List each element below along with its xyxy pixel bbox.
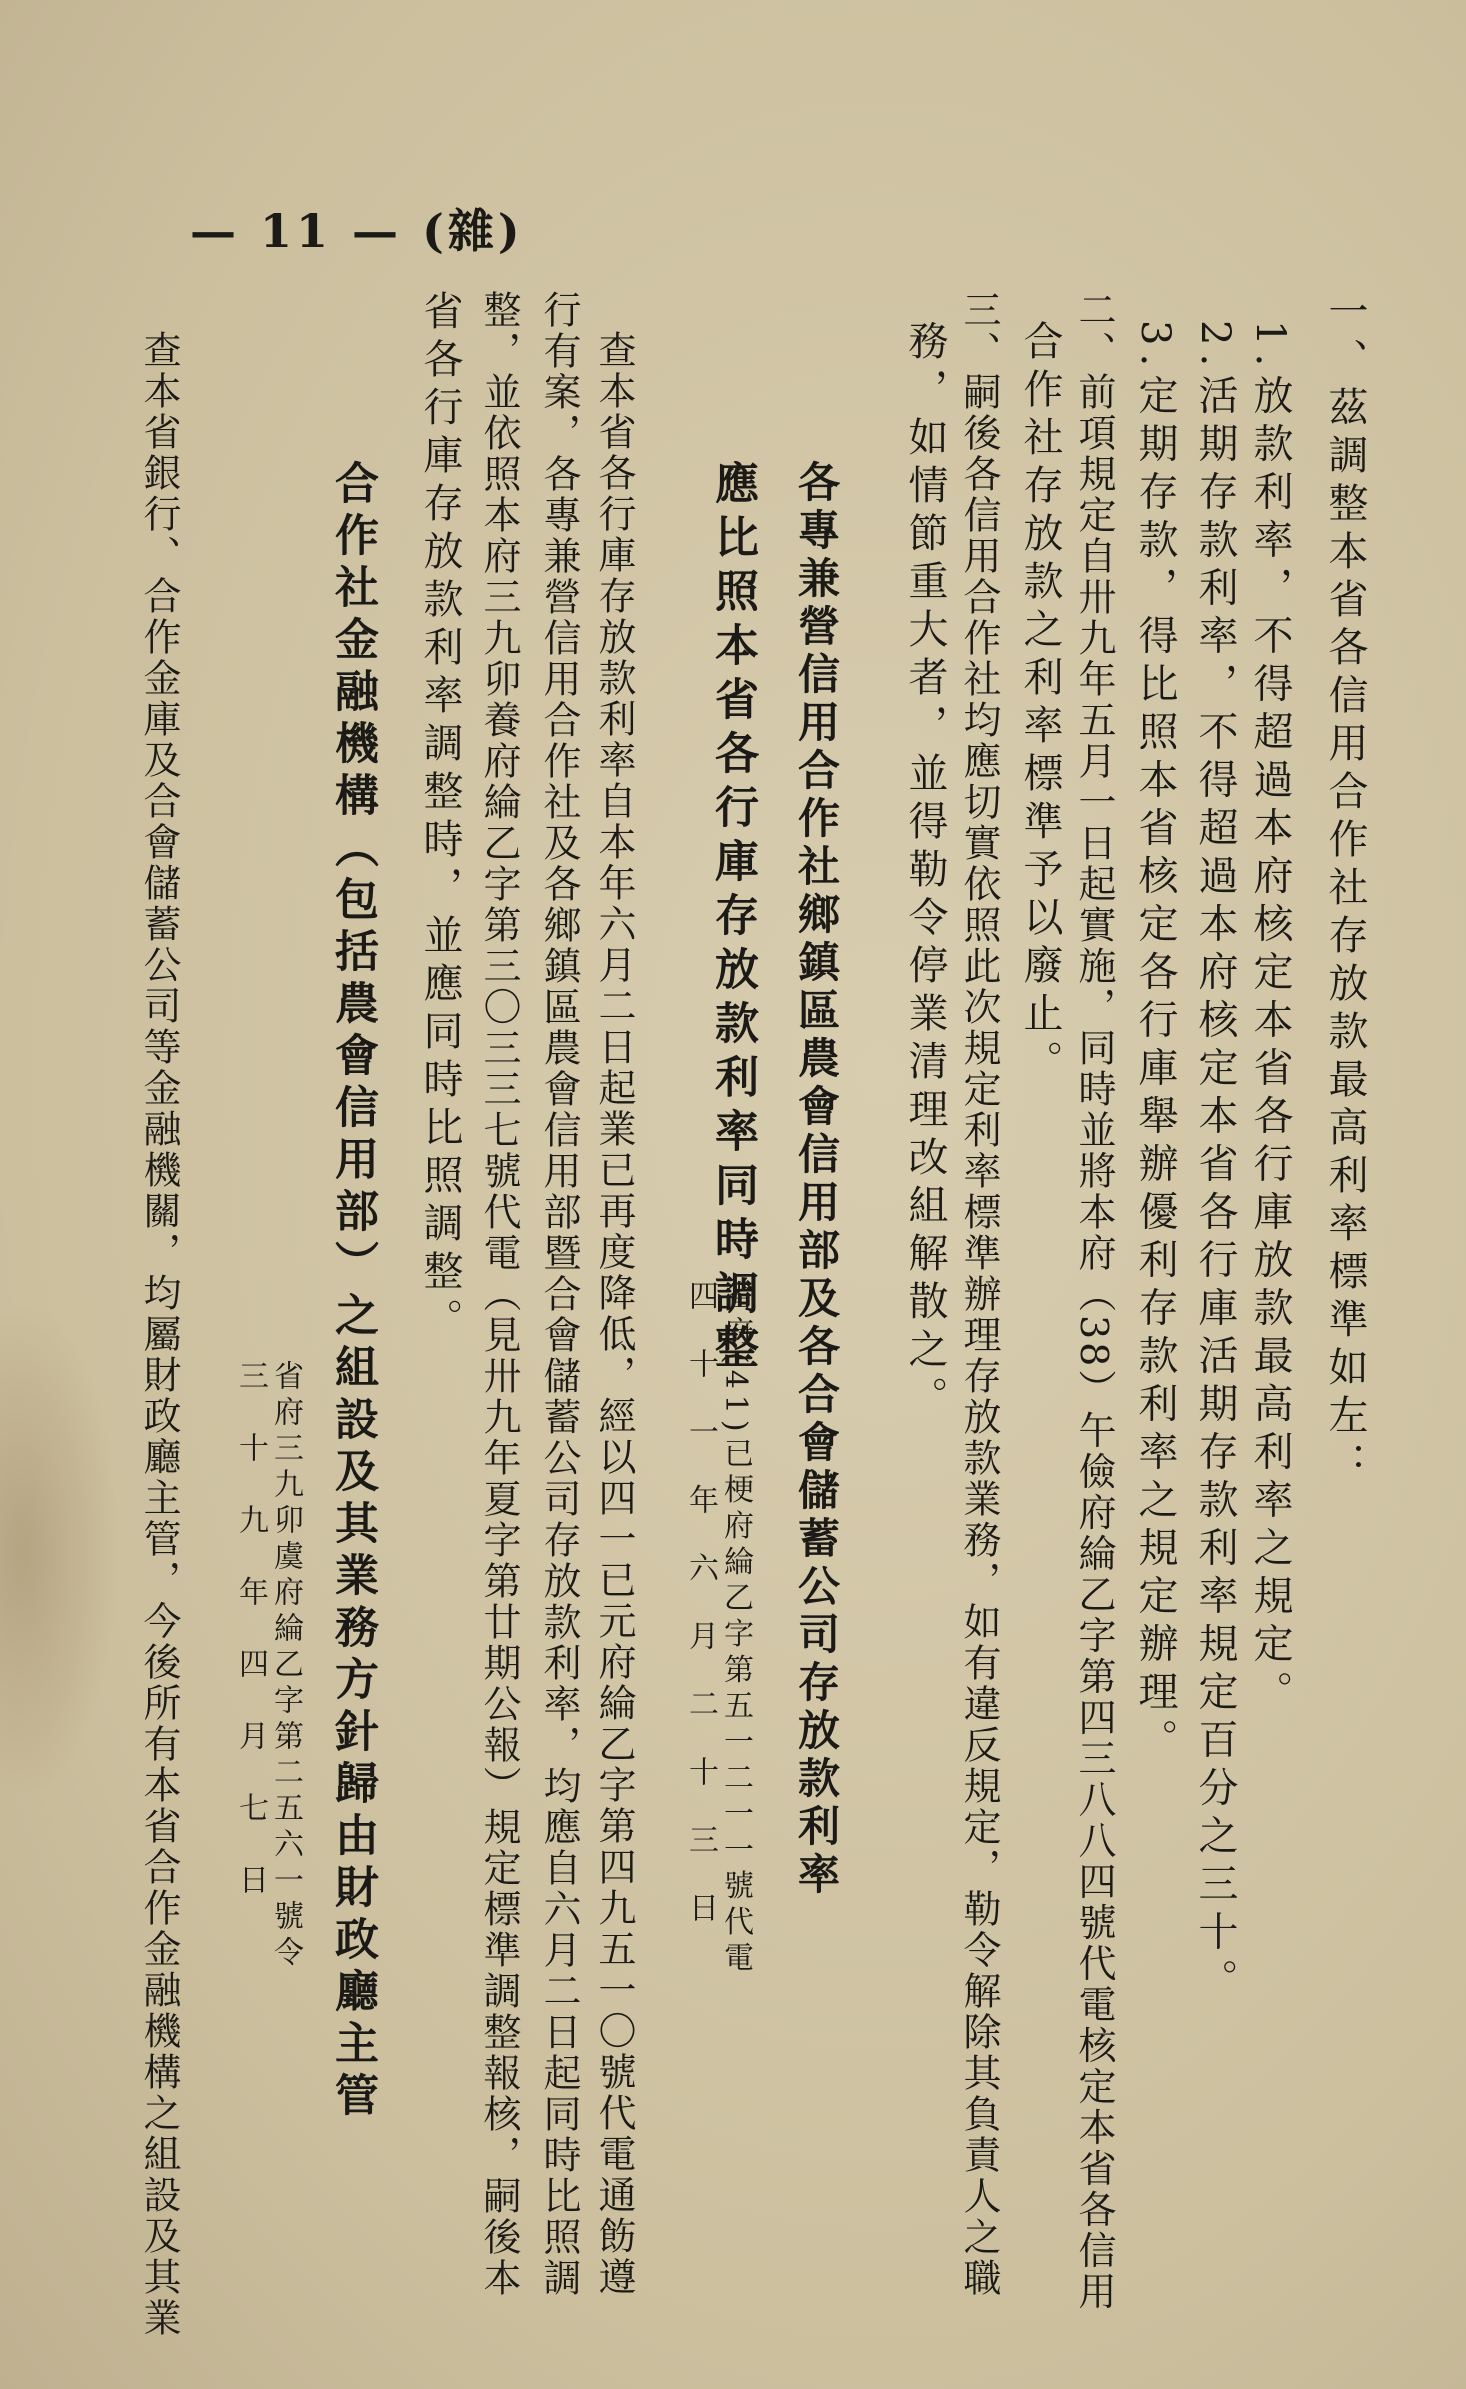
s1-line-4: 3.定期存款，得比照本省核定各行庫舉辦優利存款利率之規定辦理。 <box>1132 320 1178 1767</box>
section-category: (雜) <box>422 204 524 258</box>
s3-reference-2: 三 十 九 年 四 月 七 日 <box>233 1360 268 1900</box>
s2-body-line-4: 省各行庫存放款利率調整時，並應同時比照調整。 <box>417 290 463 1346</box>
s1-line-5: 二、前項規定自卅九年五月一日起實施，同時並將本府（38）午儉府綸乙字第四三八八四號代電核定本省各信用 <box>1072 290 1116 2313</box>
paper-stain <box>0 1300 120 1800</box>
s3-reference-1: 省府三九卯虞府綸乙字第二五六一號令 <box>268 1360 303 1972</box>
s1-line-7: 三、嗣後各信用合作社均應切實依照此次規定利率標準辦理存放款業務，如有違反規定，勒令解除其負責人之職 <box>957 290 1001 2299</box>
s1-line-1: 一、茲調整本省各信用合作社存放款最高利率標準如左： <box>1322 290 1368 1490</box>
s1-line-8: 務，如情節重大者，並得勒令停業清理改組解散之。 <box>902 320 948 1424</box>
page-header <box>190 195 524 261</box>
s2-body-line-2: 行有案，各專兼營信用合作社及各鄉鎮區農會信用部暨合會儲蓄公司存放款利率，均應自六月二日起同時比照調 <box>537 290 581 2299</box>
s2-title-line-2: 應比照本省各行庫存放款利率同時調整 <box>707 460 758 1378</box>
s2-body-line-1: 查本省各行庫存放款利率自本年六月二日起業已再度降低，經以四一已元府綸乙字第四九五一〇號代電通飭遵 <box>592 330 636 2298</box>
s2-reference-1: 省府(41)已梗府綸乙字第五一二一一號代電 <box>718 1280 753 1978</box>
s1-line-6: 合作社存放款之利率標準予以廢止。 <box>1017 320 1063 1088</box>
s2-reference-2: 四 十 一 年 六 月 二 十 三 日 <box>683 1280 718 1926</box>
s2-body-line-3: 整，並依照本府三九卯養府綸乙字第三〇三三七號代電（見卅九年夏字第廿期公報）規定標準調整報核，嗣後本 <box>477 290 521 2299</box>
s1-line-3: 2.活期存款利率，不得超過本府核定本省各行庫活期存款利率規定百分之三十。 <box>1192 320 1238 2007</box>
page-number: — 11 — <box>190 204 403 258</box>
s2-title-line-1: 各專兼營信用合作社鄉鎮區農會信用部及各合會儲蓄公司存放款利率 <box>792 460 841 1900</box>
s3-body-line-1: 查本省銀行、合作金庫及合會儲蓄公司等金融機關，均屬財政廳主管，今後所有本省合作金融機構之組設及其業 <box>137 330 181 2339</box>
s3-title: 合作社金融機構（包括農會信用部）之組設及其業務方針歸由財政廳主管 <box>327 460 378 2124</box>
s1-line-2: 1.放款利率，不得超過本府核定本省各行庫放款最高利率之規定。 <box>1247 320 1293 1719</box>
